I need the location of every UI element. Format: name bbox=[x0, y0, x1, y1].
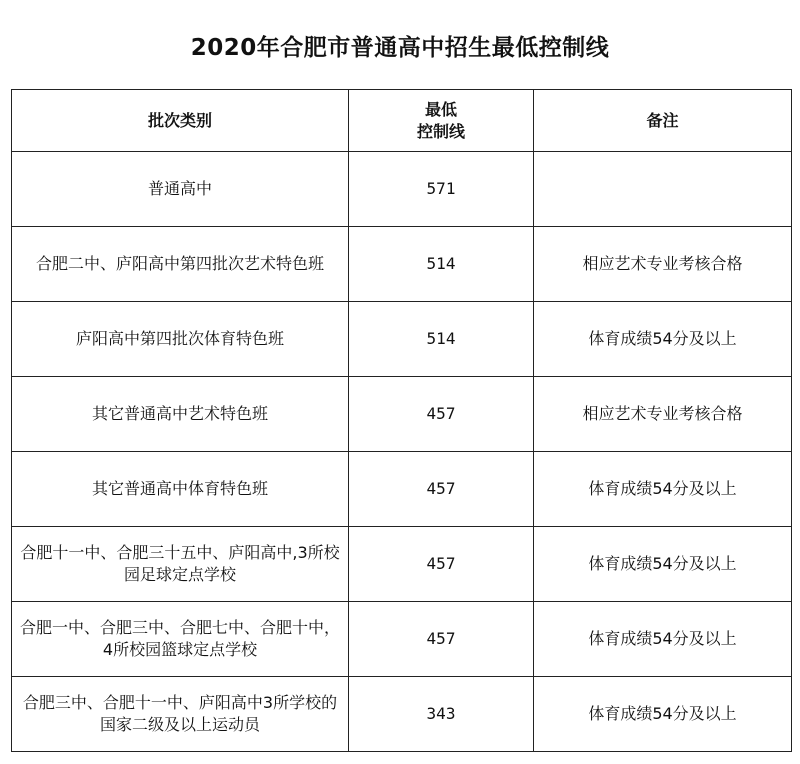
cell-score: 457 bbox=[349, 452, 534, 527]
table-row bbox=[12, 677, 792, 752]
cell-remark: 体育成绩54分及以上 bbox=[534, 527, 792, 602]
cell-score: 343 bbox=[349, 677, 534, 752]
cell-score: 457 bbox=[349, 602, 534, 677]
score-table bbox=[11, 89, 792, 752]
cell-category: 合肥二中、庐阳高中第四批次艺术特色班 bbox=[12, 227, 349, 302]
cell-category: 合肥一中、合肥三中、合肥七中、合肥十中，4所校园篮球定点学校 bbox=[12, 602, 349, 677]
cell-remark: 相应艺术专业考核合格 bbox=[534, 227, 792, 302]
cell-category: 其它普通高中艺术特色班 bbox=[12, 377, 349, 452]
table-header-row bbox=[12, 90, 792, 152]
cell-category: 合肥三中、合肥十一中、庐阳高中3所学校的国家二级及以上运动员 bbox=[12, 677, 349, 752]
cell-category: 庐阳高中第四批次体育特色班 bbox=[12, 302, 349, 377]
cell-score: 514 bbox=[349, 227, 534, 302]
table-row bbox=[12, 452, 792, 527]
header-min-line-text: 最低 控制线 bbox=[416, 99, 465, 141]
cell-remark: 体育成绩54分及以上 bbox=[534, 452, 792, 527]
cell-score: 457 bbox=[349, 527, 534, 602]
cell-category: 其它普通高中体育特色班 bbox=[12, 452, 349, 527]
cell-remark: 体育成绩54分及以上 bbox=[534, 602, 792, 677]
cell-score: 571 bbox=[349, 152, 534, 227]
cell-remark: 体育成绩54分及以上 bbox=[534, 302, 792, 377]
cell-score: 514 bbox=[349, 302, 534, 377]
cell-score: 457 bbox=[349, 377, 534, 452]
page-title: 2020年合肥市普通高中招生最低控制线 bbox=[190, 35, 610, 61]
header-remark: 备注 bbox=[534, 90, 792, 152]
table-row bbox=[12, 377, 792, 452]
header-min-line bbox=[349, 90, 534, 152]
table-row bbox=[12, 602, 792, 677]
table-row bbox=[12, 152, 792, 227]
cell-remark: 体育成绩54分及以上 bbox=[534, 677, 792, 752]
cell-category: 合肥十一中、合肥三十五中、庐阳高中,3所校园足球定点学校 bbox=[12, 527, 349, 602]
table-row bbox=[12, 227, 792, 302]
cell-remark bbox=[534, 152, 792, 227]
table-row bbox=[12, 527, 792, 602]
header-category: 批次类别 bbox=[12, 90, 349, 152]
table-row bbox=[12, 302, 792, 377]
cell-remark: 相应艺术专业考核合格 bbox=[534, 377, 792, 452]
cell-category: 普通高中 bbox=[12, 152, 349, 227]
